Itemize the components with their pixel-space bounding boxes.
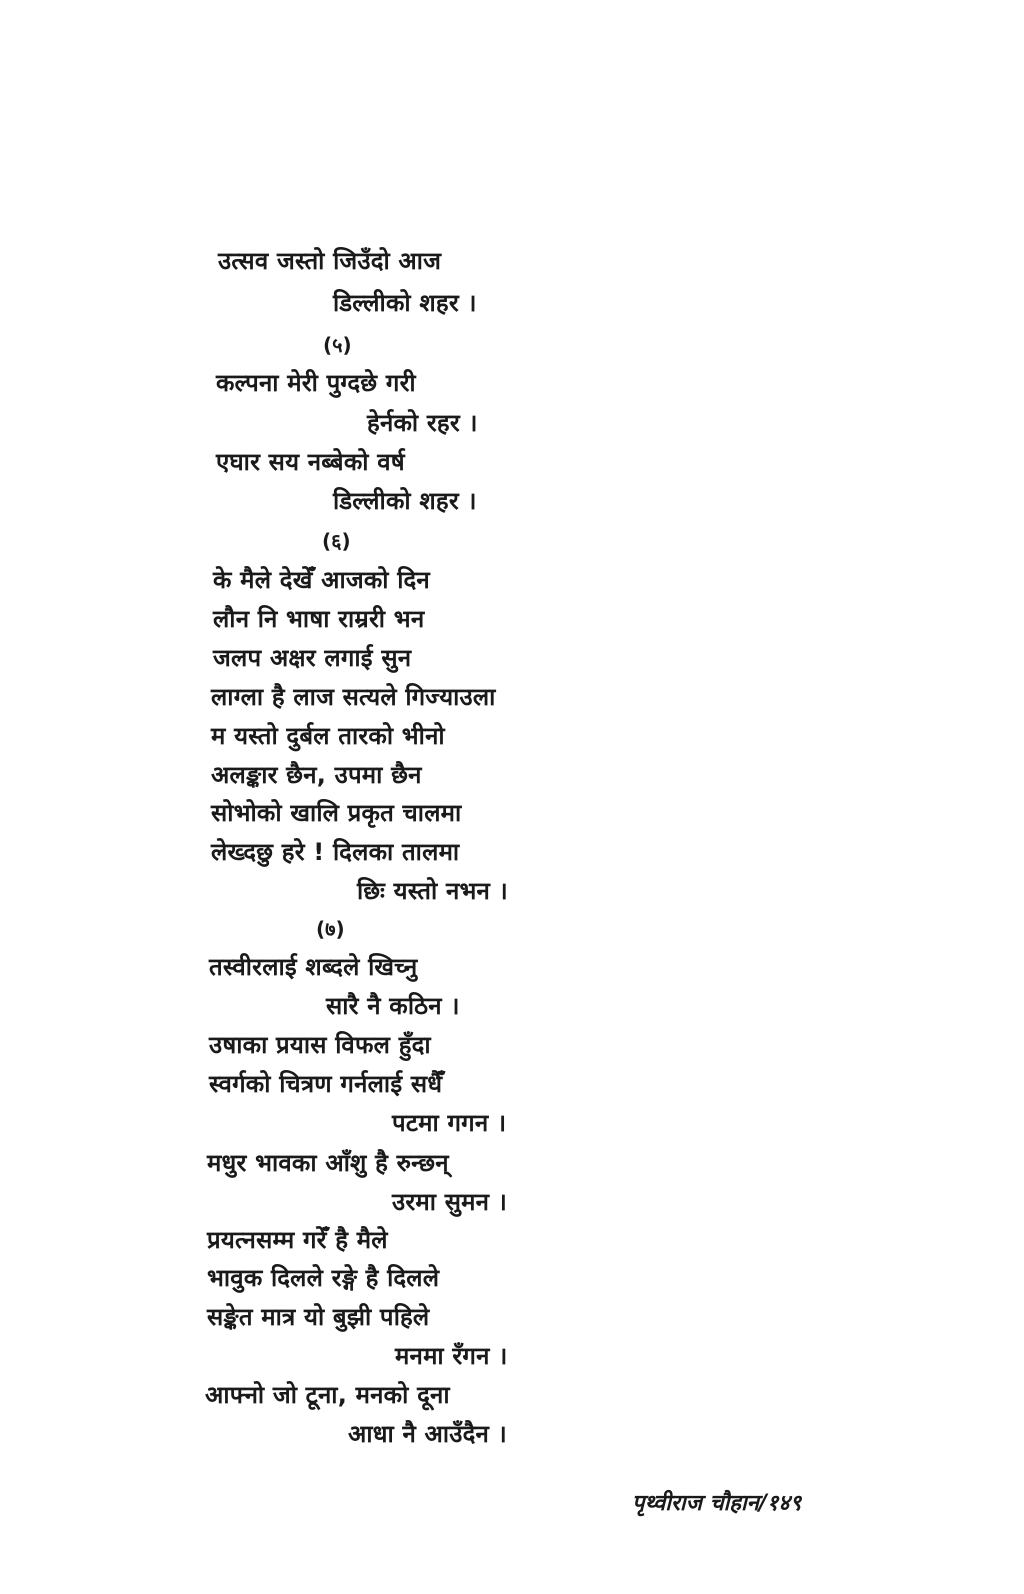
- poem-line: के मैले देखेँ आजको दिन: [213, 566, 430, 594]
- poem-line: म यस्तो दुर्बल तारको भीनो: [211, 722, 445, 750]
- poem-line: आफ्नो जो टूना, मनको दूना: [205, 1381, 450, 1409]
- poem-line: मनमा रँगन ।: [395, 1342, 508, 1370]
- poem-line: उरमा सुमन ।: [392, 1188, 508, 1216]
- poem-line: लाग्ला है लाज सत्यले गिज्याउला: [211, 683, 496, 711]
- page-number: /१४९: [758, 1491, 802, 1516]
- stanza-marker: (५): [323, 333, 352, 357]
- poem-line: डिल्लीको शहर ।: [333, 487, 477, 515]
- poem-line: उषाका प्रयास विफल हुँदा: [209, 1031, 431, 1059]
- poem-line: भावुक दिलले रङ्गे है दिलले: [207, 1264, 440, 1292]
- poem-line: आधा नै आउँदैन ।: [348, 1420, 507, 1448]
- poem-line: उत्सव जस्तो जिउँदो आज: [218, 247, 442, 275]
- poem-line: सारै नै कठिन ।: [326, 992, 460, 1020]
- page-footer: [632, 1490, 801, 1518]
- poem-line: सङ्केत मात्र यो बुझी पहिले: [207, 1303, 430, 1331]
- poem-line: लौन नि भाषा राम्ररी भन: [213, 605, 425, 633]
- poem-line: अलङ्कार छैन, उपमा छैन: [211, 761, 422, 789]
- poem-line: हेर्नको रहर ।: [367, 409, 478, 437]
- poem-line: डिल्लीको शहर ।: [333, 289, 477, 317]
- stanza-marker: (६): [322, 529, 351, 553]
- poem-line: कल्पना मेरी पुग्दछे गरी: [216, 369, 416, 397]
- stanza-marker: (७): [316, 917, 345, 941]
- poem-line: सोभोको खालि प्रकृत चालमा: [211, 799, 462, 827]
- poem-line: तस्वीरलाई शब्दले खिच्नु: [209, 953, 418, 981]
- poem-line: प्रयत्नसम्म गरेँ है मैले: [207, 1226, 388, 1254]
- poem-line: लेख्दछु हरे ! दिलका तालमा: [211, 838, 460, 866]
- poem-line: मधुर भावका आँशु है रुन्छन्: [207, 1149, 449, 1177]
- poem-line: छिः यस्तो नभन ।: [357, 877, 508, 905]
- poem-line: जलप अक्षर लगाई सुन: [213, 644, 412, 672]
- running-title: पृथ्वीराज चौहान: [632, 1491, 759, 1516]
- poem-line: एघार सय नब्बेको वर्ष: [216, 448, 405, 476]
- poem-line: स्वर्गको चित्रण गर्नलाई सधैँ: [209, 1070, 443, 1098]
- poem-line: पटमा गगन ।: [392, 1109, 507, 1137]
